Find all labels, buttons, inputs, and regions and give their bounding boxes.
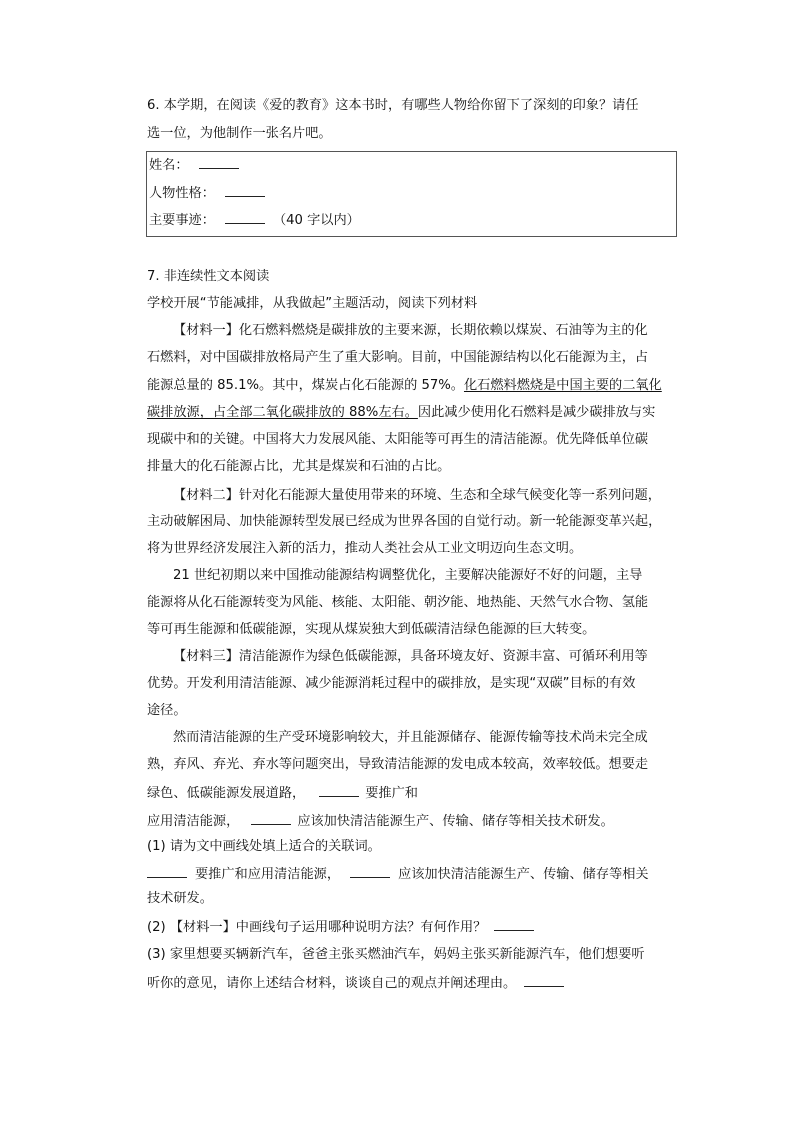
- card-deeds-row: [149, 210, 360, 230]
- m1-line-3-text: 能源总量的 85.1%。其中，煤炭占化石能源的 57%。: [147, 378, 464, 393]
- sub-question-2: [147, 917, 536, 937]
- m1-underlined-sentence-part-2: 碳排放源，占全部二氧化碳排放的 88%左右。: [147, 405, 418, 420]
- card-character-blank[interactable]: [225, 183, 265, 197]
- card-name-row: [149, 155, 241, 175]
- m2-line-4: 21 世纪初期以来中国推动能源结构调整优化，主要解决能源好不好的问题，主导: [173, 568, 643, 583]
- m3-line-6: [147, 783, 418, 803]
- s3-blank[interactable]: [524, 973, 564, 987]
- s2-blank[interactable]: [494, 917, 534, 931]
- q7-intro: 学校开展“节能减排，从我做起”主题活动，阅读下列材料: [147, 296, 478, 311]
- name-card-box: [146, 151, 677, 237]
- card-deeds-label: 主要事迹：: [149, 213, 215, 228]
- s1-text-1: 要推广和应用清洁能源，: [195, 867, 341, 882]
- m1-line-4: [147, 404, 655, 422]
- card-character-row: [149, 183, 267, 203]
- m3-blank-2[interactable]: [251, 811, 291, 825]
- m3-line-6-text: 绿色、低碳能源发展道路，: [147, 786, 306, 801]
- q6-line-2: 选一位，为他制作一张名片吧。: [147, 126, 332, 141]
- m1-underlined-sentence-part-1: 化石燃料燃烧是中国主要的二氧化: [463, 378, 662, 393]
- sub-question-1-answer-line-2: 技术研发。: [147, 891, 213, 906]
- m2-line-6: 等可再生能源和低碳能源，实现从煤炭独大到低碳清洁绿色能源的巨大转变。: [147, 622, 596, 637]
- m2-line-5: 能源将从化石能源转变为风能、核能、太阳能、朝汐能、地热能、天然气水合物、氢能: [147, 595, 649, 610]
- m1-line-3: [147, 377, 662, 395]
- sub-question-3-line-2: [147, 973, 566, 993]
- m3-blank-1[interactable]: [319, 783, 359, 797]
- m3-line-6-tail: 要推广和: [365, 786, 418, 801]
- card-name-label: 姓名：: [149, 158, 189, 173]
- s1-blank-2[interactable]: [350, 864, 390, 878]
- s2-text: (2) 【材料一】中画线句子运用哪种说明方法？有何作用？: [147, 920, 487, 935]
- q7-heading: 7. 非连续性文本阅读: [147, 269, 270, 284]
- m3-line-7-text: 应用清洁能源，: [147, 814, 240, 829]
- m3-line-7: [147, 811, 614, 831]
- m1-line-5: 现碳中和的关键。中国将大力发展风能、太阳能等可再生的清洁能源。优先降低单位碳: [147, 432, 649, 447]
- m2-line-1: 【材料二】针对化石能源大量使用带来的环境、生态和全球气候变化等一系列问题，: [173, 488, 661, 503]
- card-name-blank[interactable]: [199, 155, 239, 169]
- m3-line-4: 然而清洁能源的生产受环境影响较大，并且能源储存、能源传输等技术尚未完全成: [173, 730, 648, 745]
- sub-question-1: (1) 请为文中画线处填上适合的关联词。: [147, 839, 381, 854]
- s1-blank-1[interactable]: [147, 864, 187, 878]
- m1-line-1: 【材料一】化石燃料燃烧是碳排放的主要来源，长期依赖以煤炭、石油等为主的化: [173, 323, 648, 338]
- m3-line-1: 【材料三】清洁能源作为绿色低碳能源，具备环境友好、资源丰富、可循环利用等: [173, 649, 648, 664]
- m1-line-4-text: 因此减少使用化石燃料是减少碳排放与实: [417, 405, 656, 420]
- m3-line-2: 优势。开发利用清洁能源、减少能源消耗过程中的碳排放，是实现“双碳”目标的有效: [147, 676, 636, 691]
- q6-line-1: 6. 本学期，在阅读《爱的教育》这本书时，有哪些人物给你留下了深刻的印象？请任: [147, 98, 639, 113]
- sub-question-3-line-1: (3) 家里想要买辆新汽车，爸爸主张买燃油汽车，妈妈主张买新能源汽车，他们想要听: [147, 947, 645, 962]
- m2-line-2: 主动破解困局、加快能源转型发展已经成为世界各国的自觉行动。新一轮能源变革兴起，: [147, 514, 662, 529]
- m3-line-5: 熟，弃风、弃光、弃水等问题突出，导致清洁能源的发电成本较高，效率较低。想要走: [147, 757, 649, 772]
- card-deeds-blank[interactable]: [225, 210, 265, 224]
- m3-line-3: 途径。: [147, 703, 187, 718]
- m2-line-3: 将为世界经济发展注入新的活力，推动人类社会从工业文明迈向生态文明。: [147, 541, 583, 556]
- card-deeds-note: （40 字以内）: [272, 213, 360, 228]
- m1-line-2: 石燃料，对中国碳排放格局产生了重大影响。目前，中国能源结构以化石能源为主，占: [147, 350, 649, 365]
- s3-text: 听你的意见，请你上述结合材料，谈谈自己的观点并阐述理由。: [147, 976, 517, 991]
- m3-line-7-tail: 应该加快清洁能源生产、传输、储存等相关技术研发。: [297, 814, 614, 829]
- s1-text-2: 应该加快清洁能源生产、传输、储存等相关: [398, 867, 649, 882]
- sub-question-1-answer-line: [147, 864, 649, 884]
- card-character-label: 人物性格：: [149, 186, 215, 201]
- m1-line-6: 排量大的化石能源占比，尤其是煤炭和石油的占比。: [147, 459, 451, 474]
